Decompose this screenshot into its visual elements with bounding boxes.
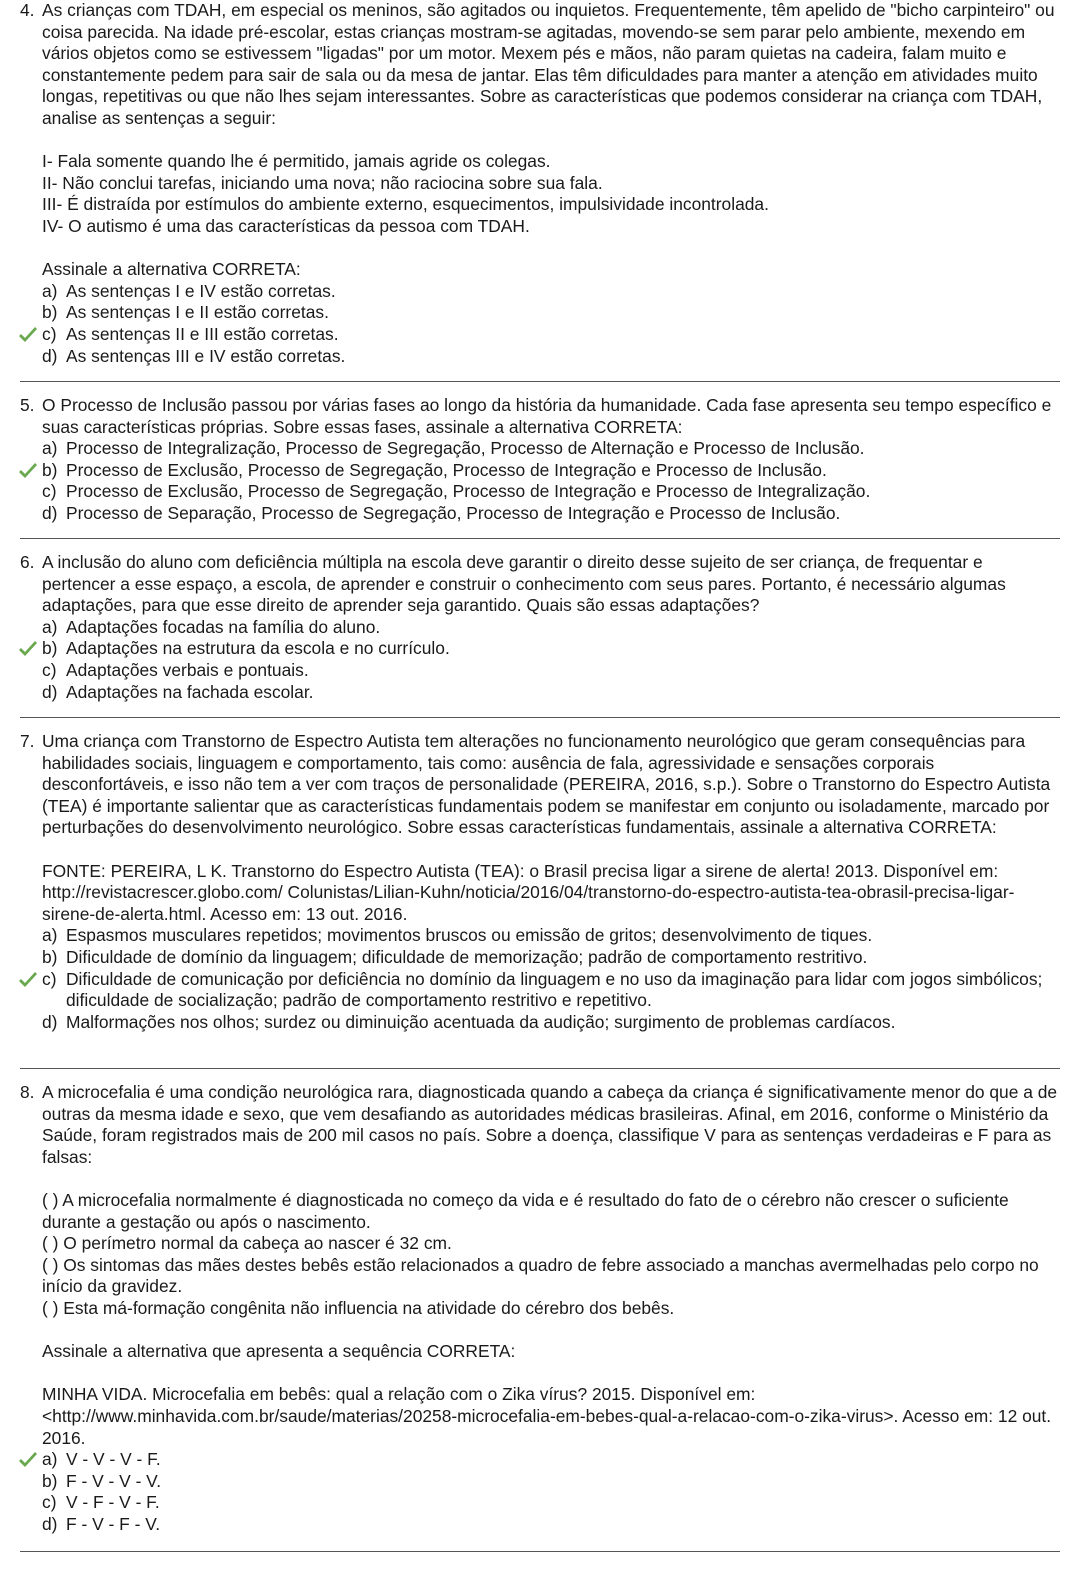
checkmark-icon [18, 462, 38, 480]
option-text: Dificuldade de domínio da linguagem; dificuldade de memorização; padrão de comportamento restritivo. [66, 946, 868, 967]
option-text: As sentenças I e IV estão corretas. [66, 280, 336, 301]
option-label: b) [42, 302, 58, 323]
option-label: d) [42, 502, 58, 523]
option-text: Espasmos musculares repetidos; movimentos bruscos ou emissão de gritos; desenvolvimento de tiques. [66, 925, 873, 946]
option-text: Processo de Exclusão, Processo de Segregação, Processo de Integração e Processo de Inclusão. [66, 459, 827, 480]
divider [20, 1551, 1060, 1552]
option-text: Adaptações verbais e pontuais. [66, 659, 309, 680]
option-label: d) [42, 681, 58, 702]
question-stem: A microcefalia é uma condição neurológica rara, diagnosticada quando a cabeça da criança é significativamente menor do que a de outras da mesma idade e sexo, que vem desafiando as autoridades médicas brasileiras. Afinal, em 2016, conforme o Ministério da Saúde, foram registrados mais de 200 mil casos no país. Sobre a doença, classifique V para as sentenças verdadeiras e F para as falsas: [42, 1082, 1058, 1167]
option-text: Processo de Separação, Processo de Segregação, Processo de Integração e Processo de Inclusão. [66, 502, 841, 523]
option-label: a) [42, 616, 58, 637]
statement: II- Não conclui tarefas, iniciando uma nova; não raciocina sobre sua fala. [42, 172, 603, 193]
option-text: Adaptações focadas na família do aluno. [66, 616, 381, 637]
option-b[interactable] [42, 460, 1060, 482]
divider [20, 1068, 1060, 1069]
question-number: 5. [20, 395, 35, 415]
option-text: As sentenças I e II estão corretas. [66, 302, 329, 323]
option-d[interactable] [42, 503, 1060, 525]
option-b[interactable] [42, 638, 1060, 660]
question-stem: Uma criança com Transtorno de Espectro Autista tem alterações no funcionamento neurológico que geram consequências para habilidades sociais, linguagem e comportamento, tais como: ausência de fala, agressividade e sensações corporais desconfortáveis, e isso não tem a ver com traços de personalidade (PEREIRA, 2016, s.p.). Sobre o Transtorno do Espectro Autista (TEA) é importante salientar que as características fundamentais podem se manifestar em conjunto ou isoladamente, marcado por perturbações do desenvolvimento neurológico. Sobre essas características fundamentais, assinale a alternativa CORRETA: [42, 731, 1051, 838]
option-text: F - V - F - V. [66, 1513, 161, 1534]
checkmark-icon [18, 640, 38, 658]
option-label: a) [42, 925, 58, 946]
option-d[interactable] [42, 682, 1060, 704]
option-label: c) [42, 481, 57, 502]
option-b[interactable] [42, 302, 1060, 324]
statement: ( ) Os sintomas das mães destes bebês estão relacionados a quadro de febre associado a manchas avermelhadas pelo corpo no início da gravidez. [42, 1254, 1039, 1297]
option-text: V - F - V - F. [66, 1492, 160, 1513]
statement: ( ) O perímetro normal da cabeça ao nascer é 32 cm. [42, 1233, 452, 1254]
option-label: b) [42, 946, 58, 967]
option-label: a) [42, 438, 58, 459]
question-stem: O Processo de Inclusão passou por várias fases ao longo da história da humanidade. Cada fase apresenta seu tempo específico e suas características próprias. Sobre essas fases, assinale a alternativa CORRETA: [42, 395, 1052, 437]
option-text: Dificuldade de comunicação por deficiência no domínio da linguagem e no uso da imaginação para lidar com jogos simbólicos; dificuldade de socialização; padrão de comportamento restritivo e repetitivo. [66, 968, 1043, 1011]
statement: ( ) A microcefalia normalmente é diagnosticada no começo da vida e é resultado do fato de o cérebro não crescer o suficiente durante a gestação ou após o nascimento. [42, 1189, 1009, 1232]
option-label: d) [42, 345, 58, 366]
question-stem: A inclusão do aluno com deficiência múltipla na escola deve garantir o direito desse sujeito de ser criança, de frequentar e pertencer a esse espaço, a escola, de aprender e construir o conhecimento com seus pares. Portanto, é necessário algumas adaptações, para que esse direito de aprender seja garantido. Quais são essas adaptações? [42, 552, 1006, 616]
option-label: c) [42, 968, 57, 989]
question-source: FONTE: PEREIRA, L K. Transtorno do Espectro Autista (TEA): o Brasil precisa ligar a sirene de alerta! 2013. Disponível em: http://revistacrescer.globo.com/ Colunistas/Lilian-Kuhn/noticia/2016/04/transtorno-do-espectro-autista-tea-obrasil-precisa-ligar-sirene-de-alerta.html. Acesso em: 13 out. 2016. [42, 860, 1015, 924]
question-instruction: Assinale a alternativa CORRETA: [42, 259, 301, 280]
statement: IV- O autismo é uma das características da pessoa com TDAH. [42, 215, 530, 236]
option-b[interactable] [42, 947, 1060, 969]
question-source: MINHA VIDA. Microcefalia em bebês: qual a relação com o Zika vírus? 2015. Disponível em: <http://www.minhavida.com.br/saude/materias/20258-microcefalia-em-bebes-qual-a-relacao-com-o-zika-virus>. Acesso em: 12 out. 2016. [42, 1384, 1052, 1448]
checkmark-icon [18, 326, 38, 344]
question-number: 4. [20, 0, 35, 20]
option-d[interactable] [42, 1514, 1060, 1536]
divider [20, 717, 1060, 718]
option-label: d) [42, 1513, 58, 1534]
option-d[interactable] [42, 346, 1060, 368]
option-a[interactable] [42, 925, 1060, 947]
option-text: As sentenças II e III estão corretas. [66, 323, 339, 344]
option-text: As sentenças III e IV estão corretas. [66, 345, 346, 366]
option-d[interactable] [42, 1012, 1060, 1034]
statement: III- É distraída por estímulos do ambiente externo, esquecimentos, impulsividade incontrolada. [42, 194, 769, 215]
question-number: 7. [20, 731, 35, 751]
option-a[interactable] [42, 1449, 1060, 1471]
option-label: c) [42, 659, 57, 680]
checkmark-icon [18, 1451, 38, 1469]
divider [20, 381, 1060, 382]
option-c[interactable] [42, 660, 1060, 682]
option-label: c) [42, 1492, 57, 1513]
option-text: V - V - V - F. [66, 1449, 161, 1470]
divider [20, 538, 1060, 539]
option-label: a) [42, 280, 58, 301]
statement: I- Fala somente quando lhe é permitido, jamais agride os colegas. [42, 151, 551, 172]
option-label: a) [42, 1449, 58, 1470]
option-a[interactable] [42, 617, 1060, 639]
option-label: b) [42, 638, 58, 659]
statement: ( ) Esta má-formação congênita não influencia na atividade do cérebro dos bebês. [42, 1297, 675, 1318]
question-number: 6. [20, 552, 35, 572]
option-c[interactable] [42, 1492, 1060, 1514]
question-stem: As crianças com TDAH, em especial os meninos, são agitados ou inquietos. Frequentemente, têm apelido de "bicho carpinteiro" ou coisa parecida. Na idade pré-escolar, estas crianças mostram-se agitadas, movendo-se sem parar pelo ambiente, mexendo em vários objetos como se estivessem "ligadas" por um motor. Mexem pés e mãos, não param quietas na cadeira, falam muito e constantemente pedem para sair de sala ou da mesa de jantar. Elas têm dificuldades para manter a atenção em atividades muito longas, repetitivas ou que não lhes sejam interessantes. Sobre as características que podemos considerar na criança com TDAH, analise as sentenças a seguir: [42, 0, 1055, 128]
option-b[interactable] [42, 1471, 1060, 1493]
option-text: Malformações nos olhos; surdez ou diminuição acentuada da audição; surgimento de problemas cardíacos. [66, 1011, 896, 1032]
option-label: b) [42, 459, 58, 480]
question-number: 8. [20, 1082, 35, 1102]
option-a[interactable] [42, 281, 1060, 303]
option-text: Processo de Exclusão, Processo de Segregação, Processo de Integração e Processo de Integralização. [66, 481, 871, 502]
option-label: b) [42, 1470, 58, 1491]
question-instruction: Assinale a alternativa que apresenta a sequência CORRETA: [42, 1341, 516, 1362]
option-text: Processo de Integralização, Processo de Segregação, Processo de Alternação e Processo de Inclusão. [66, 438, 865, 459]
option-text: Adaptações na estrutura da escola e no currículo. [66, 638, 450, 659]
option-a[interactable] [42, 438, 1060, 460]
option-c[interactable] [42, 481, 1060, 503]
option-text: Adaptações na fachada escolar. [66, 681, 314, 702]
option-text: F - V - V - V. [66, 1470, 162, 1491]
option-c[interactable] [42, 324, 1060, 346]
option-c[interactable] [42, 969, 1060, 1012]
option-label: d) [42, 1011, 58, 1032]
checkmark-icon [18, 971, 38, 989]
option-label: c) [42, 323, 57, 344]
